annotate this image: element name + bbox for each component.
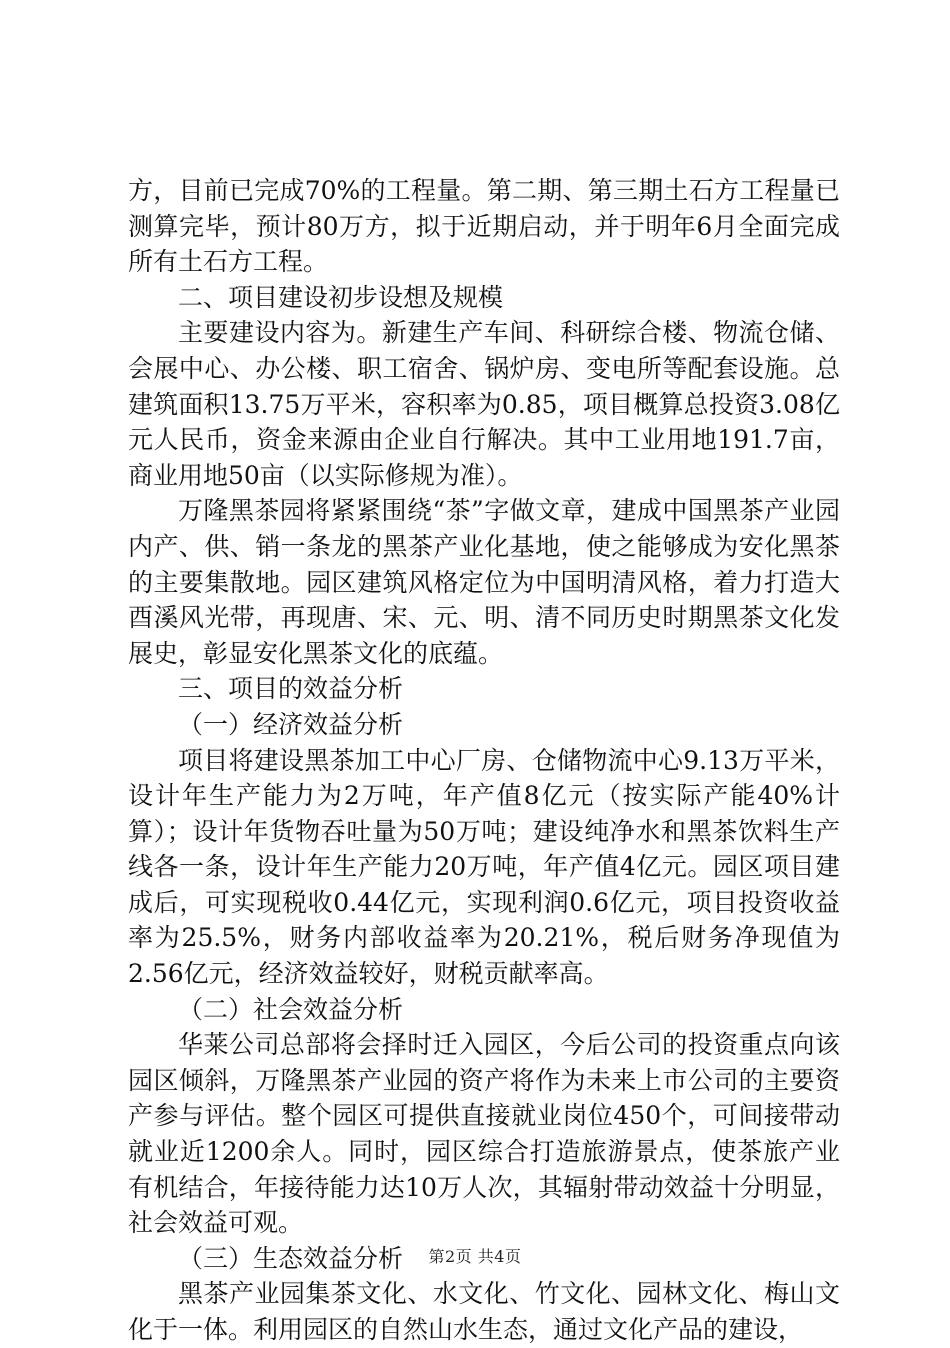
- paragraph-social-benefit: 华莱公司总部将会择时迁入园区，今后公司的投资重点向该园区倾斜，万隆黑茶产业园的资产将作为未来上市公司的主要资产参与评估。整个园区可提供直接就业岗位450个，可间接带动就业近1200余人。同时，园区综合打造旅游景点，使茶旅产业有机结合，年接待能力达10万人次，其辐射带动效益十分明显，社会效益可观。: [128, 1030, 840, 1238]
- subsection-heading-economic: （一）经济效益分析: [178, 709, 404, 739]
- paragraph-continuation: 方，目前已完成70%的工程量。第二期、第三期土石方工程量已测算完毕，预计80万方，拟于近期启动，并于明年6月全面完成所有土石方工程。: [128, 176, 840, 277]
- section-heading-3: 三、项目的效益分析: [178, 674, 404, 704]
- section-heading-2: 二、项目建设初步设想及规模: [178, 282, 504, 312]
- document-body: [128, 173, 840, 1348]
- subsection-heading-social: （二）社会效益分析: [178, 994, 404, 1024]
- paragraph-economic-benefit: 项目将建设黑茶加工中心厂房、仓储物流中心9.13万平米，设计年生产能力为2万吨，年产值8亿元（按实际产能40%计算）；设计年货物吞吐量为50万吨；建设纯净水和黑茶饮料生产线各一条，设计年生产能力20万吨，年产值4亿元。园区项目建成后，可实现税收0.44亿元，实现利润0.6亿元，项目投资收益率为25.5%，财务内部收益率为20.21%，税后财务净现值为2.56亿元，经济效益较好，财税贡献率高。: [128, 745, 840, 989]
- paragraph-tea-park: 万隆黑茶园将紧紧围绕“茶”字做文章，建成中国黑茶产业园内产、供、销一条龙的黑茶产业化基地，使之能够成为安化黑茶的主要集散地。园区建筑风格定位为中国明清风格，着力打造大酉溪风光带，再现唐、宋、元、明、清不同历史时期黑茶文化发展史，彰显安化黑茶文化的底蕴。: [128, 496, 840, 668]
- paragraph-construction-content: 主要建设内容为。新建生产车间、科研综合楼、物流仓储、会展中心、办公楼、职工宿舍、锅炉房、变电所等配套设施。总建筑面积13.75万平米，容积率为0.85，项目概算总投资3.08亿元人民币，资金来源由企业自行解决。其中工业用地191.7亩，商业用地50亩（以实际修规为准）。: [128, 318, 840, 490]
- page-footer: 第2页 共4页: [428, 1247, 522, 1266]
- subsection-heading-ecological: （三）生态效益分析: [178, 1243, 404, 1273]
- paragraph-ecological-benefit: 黑茶产业园集茶文化、水文化、竹文化、园林文化、梅山文化于一体。利用园区的自然山水生态，通过文化产品的建设，: [128, 1279, 840, 1344]
